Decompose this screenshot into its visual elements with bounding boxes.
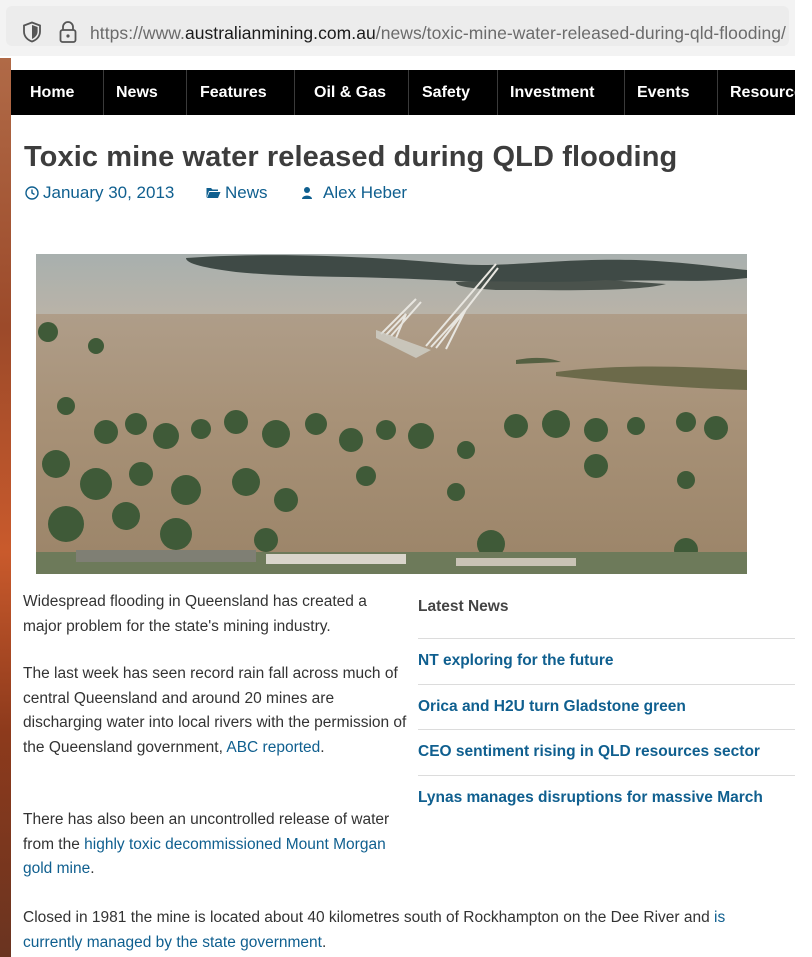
paragraph-text: There has also been an uncontrolled release of water from the bbox=[23, 811, 390, 853]
latest-news-link[interactable]: CEO sentiment rising in QLD resources sector bbox=[418, 743, 760, 761]
user-icon bbox=[300, 186, 314, 200]
browser-toolbar bbox=[0, 0, 795, 56]
category-text: News bbox=[225, 183, 268, 202]
article-author[interactable] bbox=[300, 183, 407, 203]
page-background-strip bbox=[0, 58, 11, 957]
paragraph-text: The last week has seen record rain fall across much of central Queensland and around 20 mines are discharging water into local rivers with the permission of the Queensland government, bbox=[23, 665, 407, 756]
latest-news-item[interactable] bbox=[418, 775, 795, 821]
clock-icon bbox=[25, 186, 39, 200]
nav-item-investment[interactable] bbox=[498, 70, 625, 115]
article-hero-image bbox=[36, 254, 747, 574]
paragraph-text: . bbox=[90, 860, 95, 877]
nav-item-events[interactable] bbox=[625, 70, 718, 115]
article-paragraph-1: Widespread flooding in Queensland has created a major problem for the state's mining industry. bbox=[23, 593, 367, 635]
article-date[interactable] bbox=[25, 183, 174, 203]
nav-item-home[interactable] bbox=[11, 70, 104, 115]
nav-label: Resources bbox=[730, 83, 812, 101]
nav-label: Investment bbox=[510, 83, 595, 101]
nav-item-oil-gas[interactable] bbox=[295, 70, 409, 115]
nav-item-features[interactable] bbox=[187, 70, 295, 115]
latest-news-item[interactable] bbox=[418, 729, 795, 775]
nav-item-resources[interactable] bbox=[718, 70, 812, 115]
nav-label: Home bbox=[30, 83, 75, 101]
url-path: /news/toxic-mine-water-released-during-qld-flooding/ bbox=[375, 23, 786, 43]
article-title: Toxic mine water released during QLD flooding bbox=[24, 141, 678, 173]
latest-news-item[interactable] bbox=[418, 638, 795, 684]
latest-news-item[interactable] bbox=[418, 684, 795, 730]
main-nav bbox=[11, 70, 812, 115]
nav-label: Safety bbox=[422, 83, 471, 101]
article-paragraph-4 bbox=[23, 906, 783, 955]
state-government-link[interactable]: is currently managed by the state government bbox=[23, 909, 726, 951]
latest-news-link[interactable]: Orica and H2U turn Gladstone green bbox=[418, 697, 686, 715]
url-text[interactable] bbox=[90, 23, 786, 44]
article-paragraph-3 bbox=[23, 808, 398, 882]
latest-news-list bbox=[418, 638, 795, 820]
author-text: Alex Heber bbox=[323, 183, 408, 202]
nav-label: Features bbox=[200, 83, 267, 101]
paragraph-text: . bbox=[321, 933, 327, 951]
article-category[interactable] bbox=[206, 183, 268, 203]
latest-news-link[interactable]: NT exploring for the future bbox=[418, 652, 614, 670]
paragraph-text: . bbox=[320, 738, 325, 756]
url-scheme: https://www. bbox=[90, 23, 185, 43]
address-bar[interactable] bbox=[6, 6, 789, 46]
date-text: January 30, 2013 bbox=[43, 183, 175, 202]
lock-icon[interactable] bbox=[58, 20, 78, 44]
paragraph-text: Closed in 1981 the mine is located about 40 kilometres south of Rockhampton on the Dee River and bbox=[23, 909, 715, 926]
nav-label: News bbox=[116, 83, 158, 101]
folder-icon bbox=[206, 187, 221, 199]
abc-reported-link[interactable]: ABC reported bbox=[226, 738, 321, 756]
latest-news-link[interactable]: Lynas manages disruptions for massive March bbox=[418, 788, 763, 806]
mount-morgan-link[interactable]: highly toxic decommissioned Mount Morgan gold mine bbox=[23, 835, 386, 877]
url-host: australianmining.com.au bbox=[184, 23, 376, 43]
latest-news-heading: Latest News bbox=[418, 598, 509, 615]
article-paragraph-2 bbox=[23, 662, 408, 760]
nav-item-safety[interactable] bbox=[409, 70, 498, 115]
nav-item-news[interactable] bbox=[104, 70, 187, 115]
nav-label: Oil & Gas bbox=[314, 83, 387, 101]
flooded-mine-photo bbox=[36, 254, 747, 574]
shield-icon[interactable] bbox=[22, 21, 42, 43]
nav-label: Events bbox=[637, 83, 690, 101]
